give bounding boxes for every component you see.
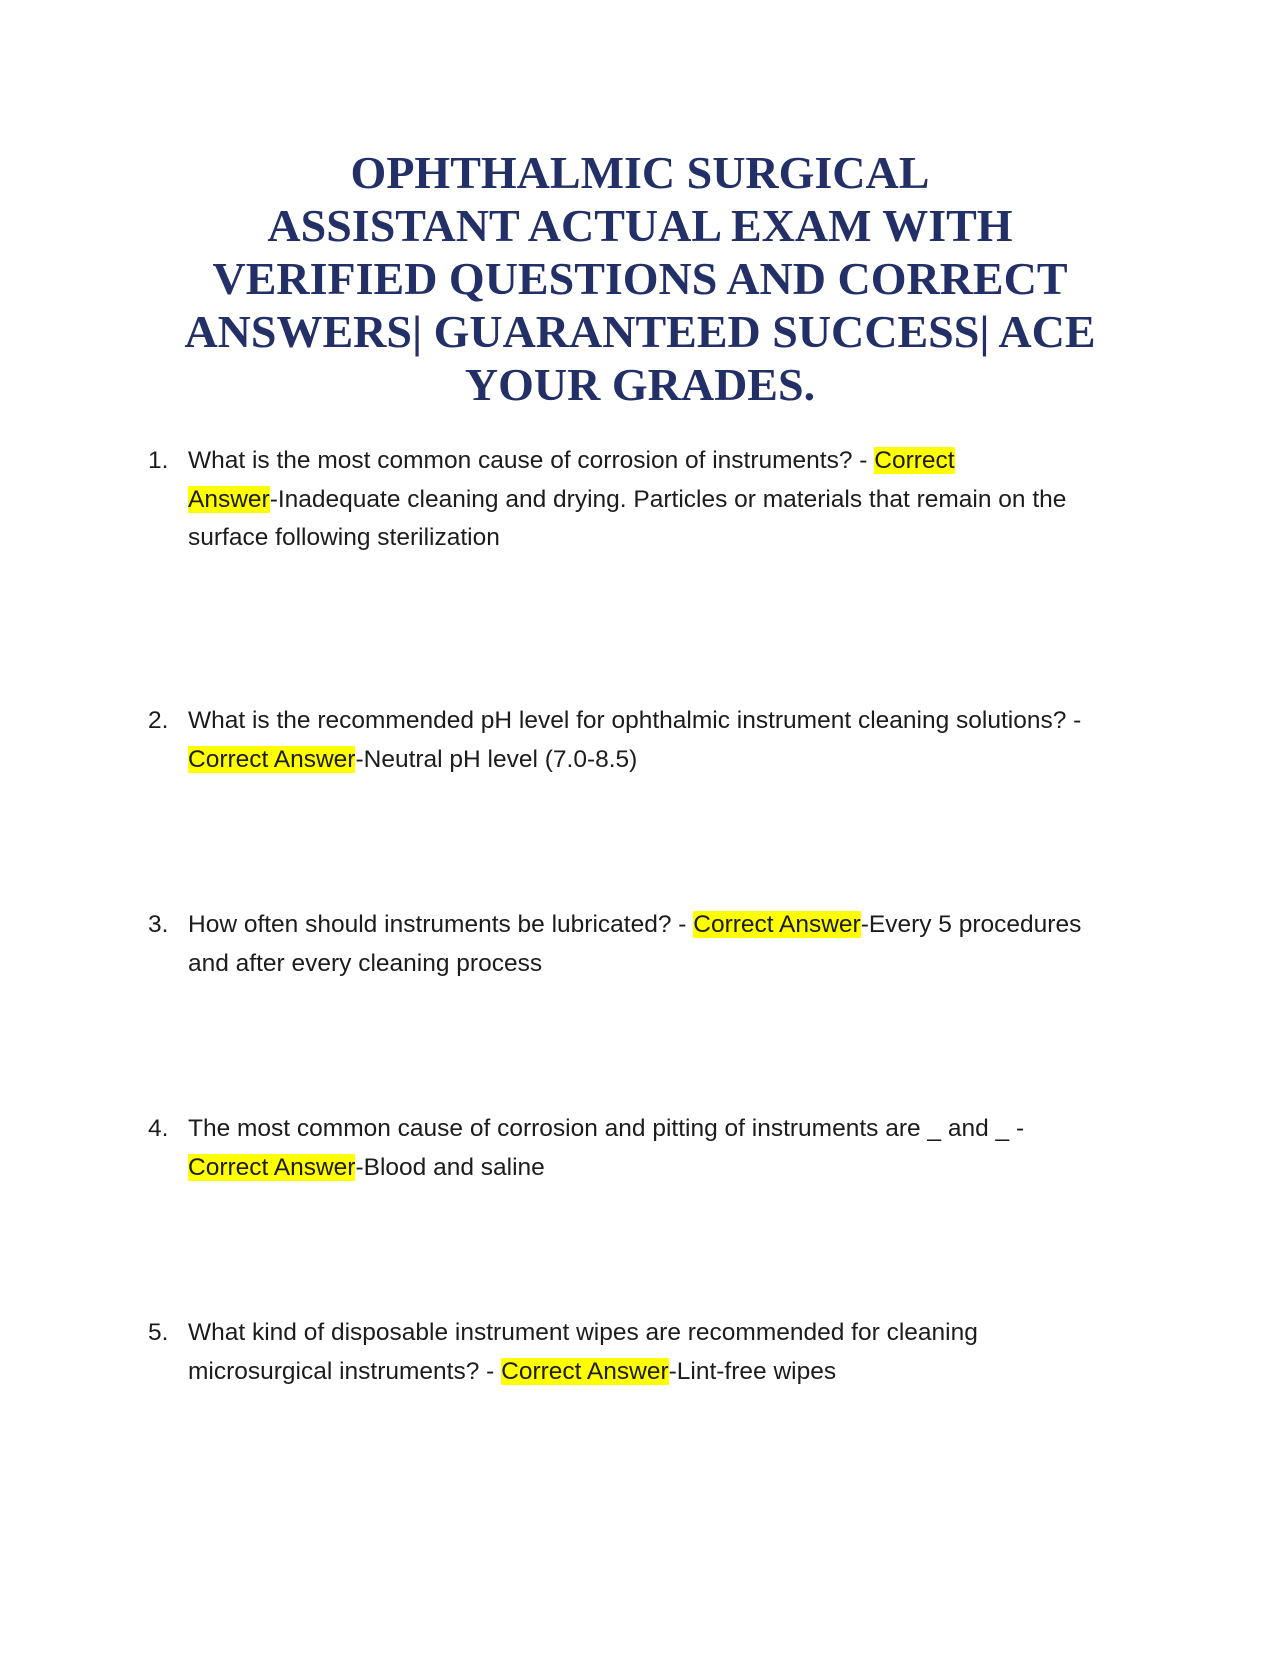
question-number: 5. — [148, 1319, 169, 1346]
answer-text: -Blood and saline — [355, 1153, 545, 1181]
answer-text: -Lint-free wipes — [668, 1357, 837, 1385]
question-number: 2. — [148, 707, 169, 734]
question-item-3 — [148, 906, 1128, 983]
question-text — [188, 702, 1128, 779]
correct-answer-label: Correct Answer — [188, 745, 356, 773]
correct-answer-label: Correct — [874, 447, 955, 474]
question-body: What kind of disposable instrument wipes are recommended for cleaning microsurgical instruments? - — [188, 1319, 978, 1385]
title-line: OPHTHALMIC SURGICAL — [350, 147, 930, 198]
question-text — [188, 1314, 1128, 1391]
question-body: How often should instruments be lubricated? - — [188, 911, 694, 938]
question-item-2 — [148, 702, 1128, 779]
correct-answer-label: Correct Answer — [501, 1357, 669, 1385]
question-item-4 — [148, 1110, 1128, 1187]
question-body: The most common cause of corrosion and pitting of instruments are _ and _ - — [188, 1115, 1025, 1142]
question-item-5 — [148, 1314, 1128, 1391]
answer-text: -Neutral pH level (7.0-8.5) — [355, 745, 638, 773]
title-line: ASSISTANT ACTUAL EXAM WITH — [267, 200, 1013, 251]
correct-answer-label: Correct Answer — [693, 911, 861, 938]
question-body: What is the most common cause of corrosion of instruments? - — [188, 447, 875, 474]
title-line: YOUR GRADES. — [464, 359, 816, 410]
question-number: 4. — [148, 1115, 169, 1142]
question-number: 3. — [148, 911, 169, 938]
answer-text: -Every 5 procedures and after every cleaning process — [188, 911, 1082, 977]
correct-answer-label: Answer — [188, 485, 270, 513]
correct-answer-label: Correct Answer — [188, 1153, 356, 1181]
question-body: What is the recommended pH level for ophthalmic instrument cleaning solutions? - — [188, 707, 1082, 734]
question-item-1 — [148, 442, 1128, 558]
question-text — [188, 1110, 1128, 1187]
question-text — [188, 442, 1128, 558]
title-line: VERIFIED QUESTIONS AND CORRECT — [212, 253, 1068, 304]
question-number: 1. — [148, 447, 169, 474]
title-line: ANSWERS| GUARANTEED SUCCESS| ACE — [184, 306, 1096, 357]
question-text — [188, 906, 1128, 983]
answer-text: -Inadequate cleaning and drying. Particles or materials that remain on the surface following sterilization — [188, 485, 1067, 551]
